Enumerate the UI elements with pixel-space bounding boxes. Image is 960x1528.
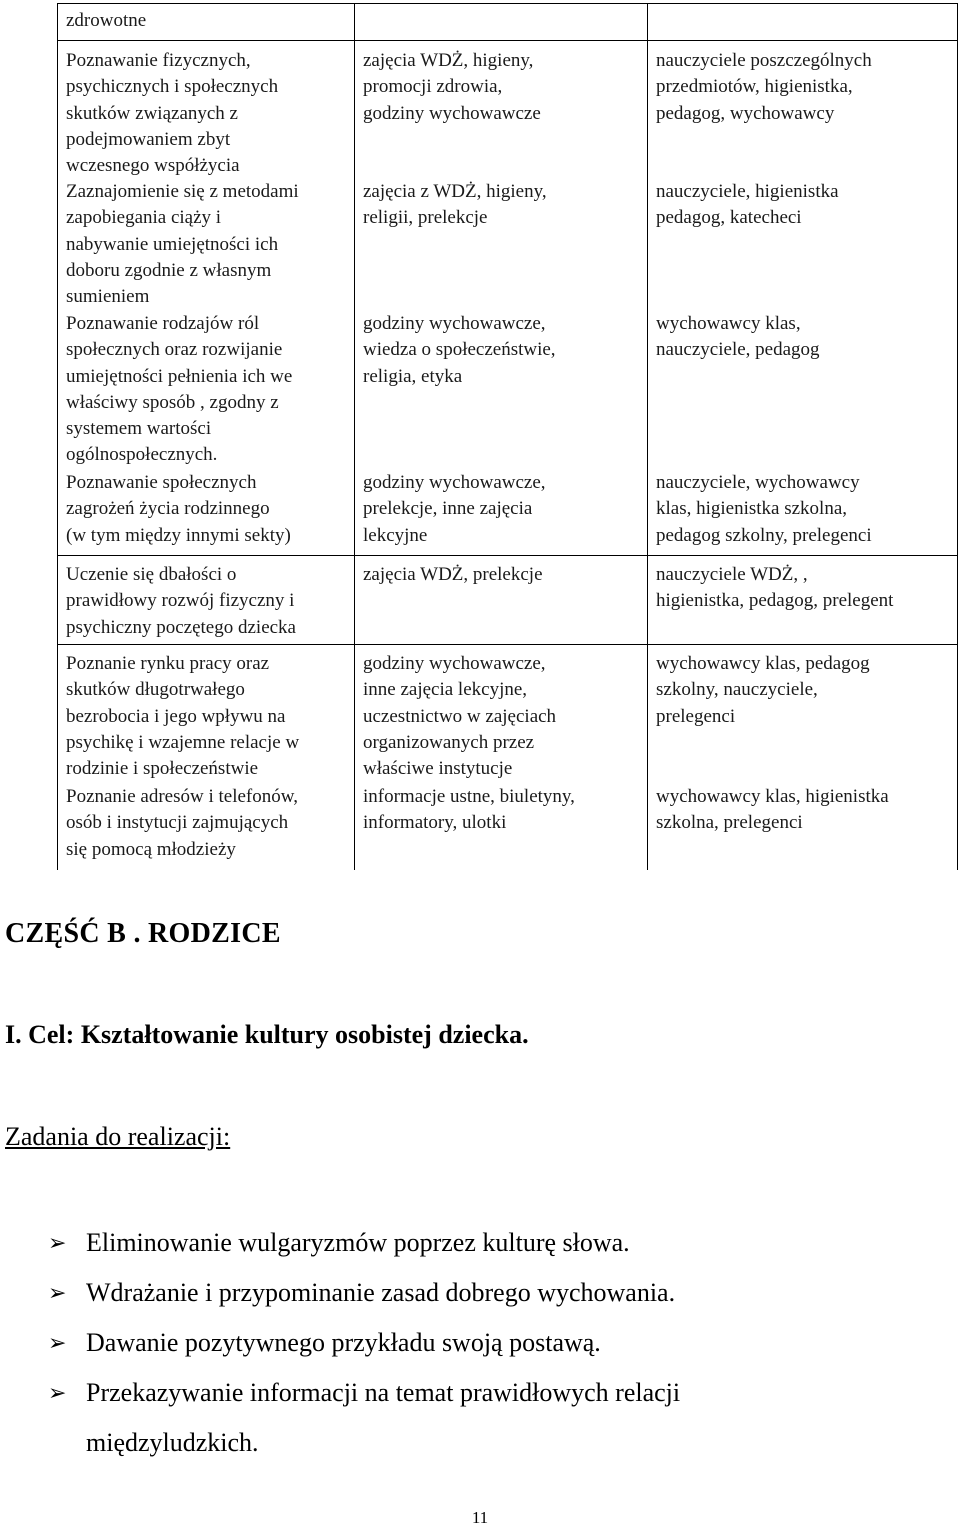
table-cell-forms: zajęcia z WDŻ, higieny, religii, prelekcje [363,181,547,229]
goal-heading: I. Cel: Kształtowanie kultury osobistej dziecka. [5,1020,529,1049]
table-cell-forms: godziny wychowawcze, inne zajęcia lekcyjne, uczestnictwo w zajęciach organizowanych przez właściwe instytucje [363,653,557,780]
list-item [48,1218,948,1268]
part-heading: CZĘŚĆ B . RODZICE [5,918,281,949]
table-cell-responsible: wychowawcy klas, nauczyciele, pedagog [656,313,820,361]
table-cell-forms: zajęcia WDŻ, higieny, promocji zdrowia, godziny wychowawcze [363,50,541,124]
task-list [48,1218,948,1468]
arrow-bullet-icon: ➢ [48,1280,67,1305]
table-cell-forms: godziny wychowawcze, wiedza o społeczeństwie, religia, etyka [363,313,556,387]
table-cell-task: Uczenie się dbałości o prawidłowy rozwój fizyczny i psychiczny poczętego dziecka [66,564,296,638]
table-cell-task: Poznawanie fizycznych, psychicznych i społecznych skutków związanych z podejmowaniem zbyt wczesnego współżycia [66,50,279,177]
tasks-heading: Zadania do realizacji: [5,1122,231,1151]
list-item [48,1268,948,1318]
table-cell-task: Zaznajomienie się z metodami zapobiegania ciąży i nabywanie umiejętności ich doboru zgodnie z własnym sumieniem [66,181,299,308]
arrow-bullet-icon: ➢ [48,1330,67,1355]
table-cell-responsible: wychowawcy klas, higienistka szkolna, prelegenci [656,786,889,834]
table-cell-forms: godziny wychowawcze, prelekcje, inne zajęcia lekcyjne [363,472,546,546]
table [57,3,958,870]
table-cell-task: Poznanie rynku pracy oraz skutków długotrwałego bezrobocia i jego wpływu na psychikę i wzajemne relacje w rodzinie i społeczeństwie [66,653,300,780]
table-header-cell: zdrowotne [66,10,147,31]
page-number: 11 [471,1508,489,1527]
table-border-right [957,3,958,870]
table-cell-task: Poznanie adresów i telefonów, osób i instytucji zajmujących się pomocą młodzieży [66,786,298,860]
table-cell-responsible: nauczyciele, higienistka pedagog, katecheci [656,181,839,229]
list-item-text: Przekazywanie informacji na temat prawidłowych relacji międzyludzkich. [86,1378,681,1457]
list-item [48,1368,948,1468]
table-cell-forms: zajęcia WDŻ, prelekcje [363,564,543,585]
arrow-bullet-icon: ➢ [48,1230,67,1255]
table-cell-task: Poznawanie rodzajów ról społecznych oraz rozwijanie umiejętności pełnienia ich we właściwy sposób , zgodny z systemem wartości ogólnospołecznych. [66,313,293,466]
table-cell-responsible: nauczyciele poszczególnych przedmiotów, higienistka, pedagog, wychowawcy [656,50,872,124]
list-item-text: Wdrażanie i przypominanie zasad dobrego wychowania. [86,1278,676,1307]
arrow-bullet-icon: ➢ [48,1380,67,1405]
list-item-text: Dawanie pozytywnego przykładu swoją postawą. [86,1328,601,1357]
table-row-divider [57,644,958,645]
table-cell-task: Poznawanie społecznych zagrożeń życia rodzinnego (w tym między innymi sekty) [66,472,291,546]
table-cell-responsible: wychowawcy klas, pedagog szkolny, nauczyciele, prelegenci [656,653,870,727]
table-row-divider [57,555,958,556]
list-item [48,1318,948,1368]
table-border-top [57,3,958,4]
table-column-divider [354,3,355,870]
table-border-left [57,3,58,870]
table-cell-responsible: nauczyciele, wychowawcy klas, higienistka szkolna, pedagog szkolny, prelegenci [656,472,872,546]
table-cell-forms: informacje ustne, biuletyny, informatory, ulotki [363,786,575,834]
list-item-text: Eliminowanie wulgaryzmów poprzez kulturę słowa. [86,1228,630,1257]
table-cell-responsible: nauczyciele WDŻ, , higienistka, pedagog, prelegent [656,564,894,612]
table-header-divider [57,40,958,41]
